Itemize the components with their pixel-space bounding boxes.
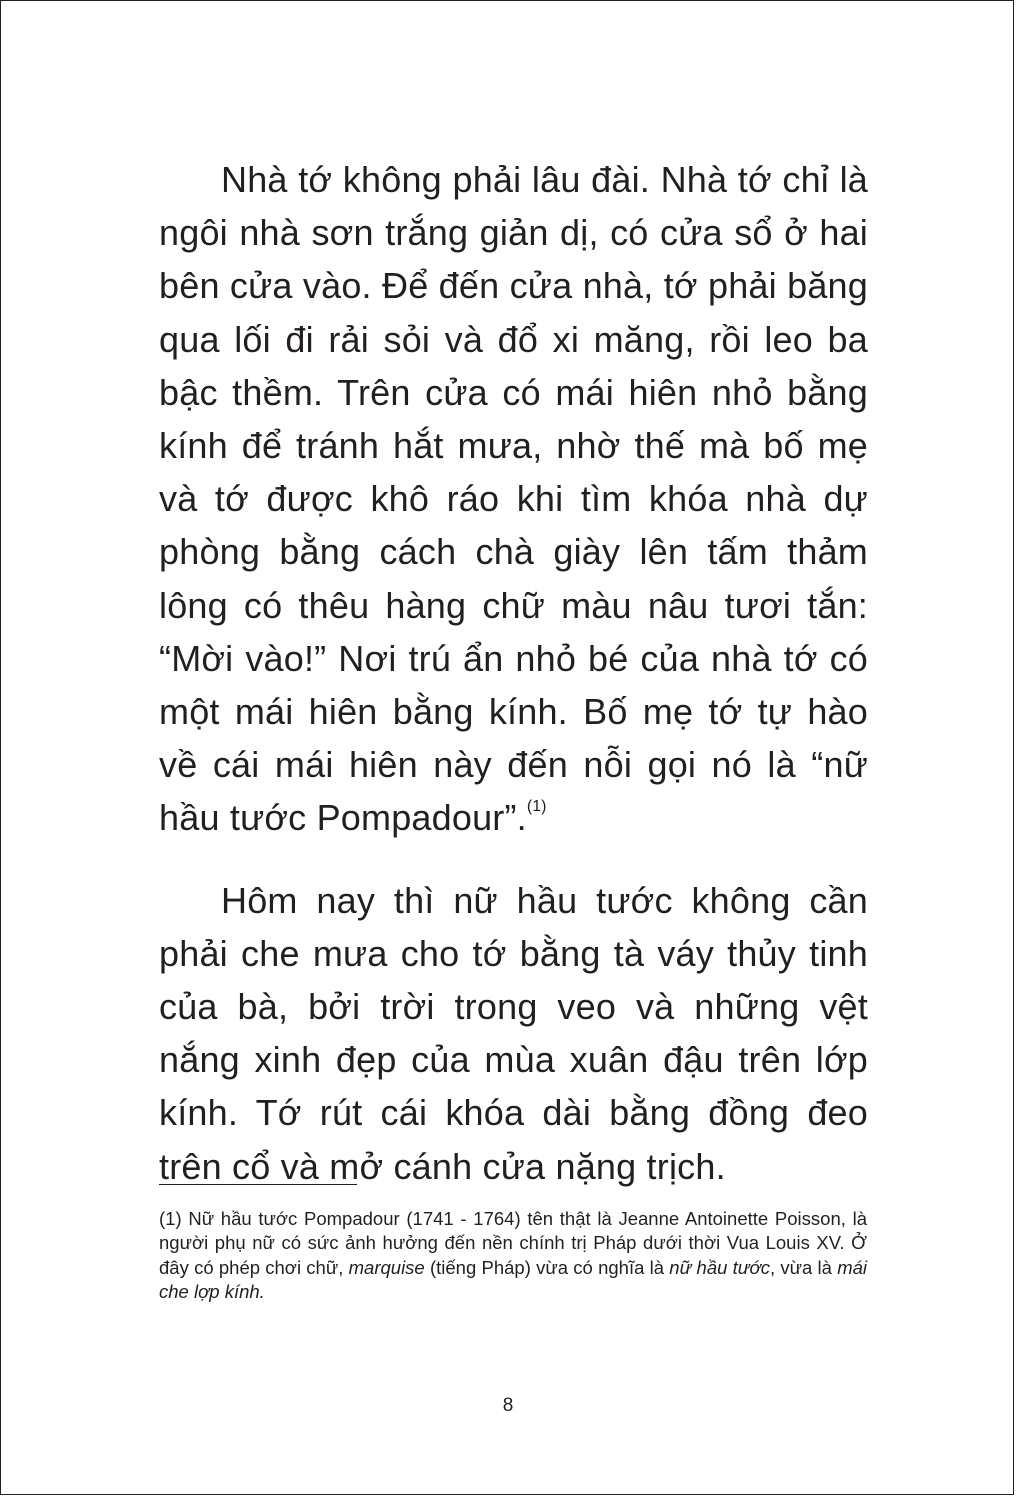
paragraph-2-text: Hôm nay thì nữ hầu tước không cần phải che mưa cho tớ bằng tà váy thủy tinh của bà, bởi trời trong veo và những vệt nắng xinh đẹp của mùa xuân đậu trên lớp kính. Tớ rút cái khóa dài bằng đồng đeo trên cổ và mở cánh cửa nặng trịch. (159, 879, 868, 1187)
footnote-text-3: , vừa là (769, 1256, 838, 1278)
footnote (159, 1207, 867, 1305)
paragraph-1-text: Nhà tớ không phải lâu đài. Nhà tớ chỉ là ngôi nhà sơn trắng giản dị, có cửa sổ ở hai bên cửa vào. Để đến cửa nhà, tớ phải băng qua lối đi rải sỏi và đổ xi măng, rồi leo ba bậc thềm. Trên cửa có mái hiên nhỏ bằng kính để tránh hắt mưa, nhờ thế mà bố mẹ và tớ được khô ráo khi tìm khóa nhà dự phòng bằng cách chà giày lên tấm thảm lông có thêu hàng chữ màu nâu tươi tắn: “Mời vào!” Nơi trú ẩn nhỏ bé của nhà tớ có một mái hiên bằng kính. Bố mẹ tớ tự hào về cái mái hiên này đến nỗi gọi nó là “nữ hầu tước Pompadour”. (159, 159, 868, 839)
footnote-divider (159, 1184, 357, 1185)
paragraph-1 (159, 153, 868, 853)
main-text (159, 153, 868, 1193)
footnote-text-2: (tiếng Pháp) vừa có nghĩa là (424, 1256, 670, 1278)
footnote-italic-mai-che: mái che lợp kính. (159, 1256, 867, 1303)
paragraph-2 (159, 874, 868, 1193)
footnote-italic-nu-hau-tuoc: nữ hầu tước (669, 1256, 770, 1278)
footnote-text-1: (1) Nữ hầu tước Pompadour (1741 - 1764) tên thật là Jeanne Antoinette Poisson, là người phụ nữ có sức ảnh hưởng đến nền chính trị Pháp dưới thời Vua Louis XV. Ở đây có phép chơi chữ, (159, 1208, 867, 1278)
page-number: 8 (502, 1395, 514, 1416)
footnote-italic-marquise: marquise (348, 1256, 425, 1278)
footnote-reference[interactable]: (1) (526, 798, 547, 816)
